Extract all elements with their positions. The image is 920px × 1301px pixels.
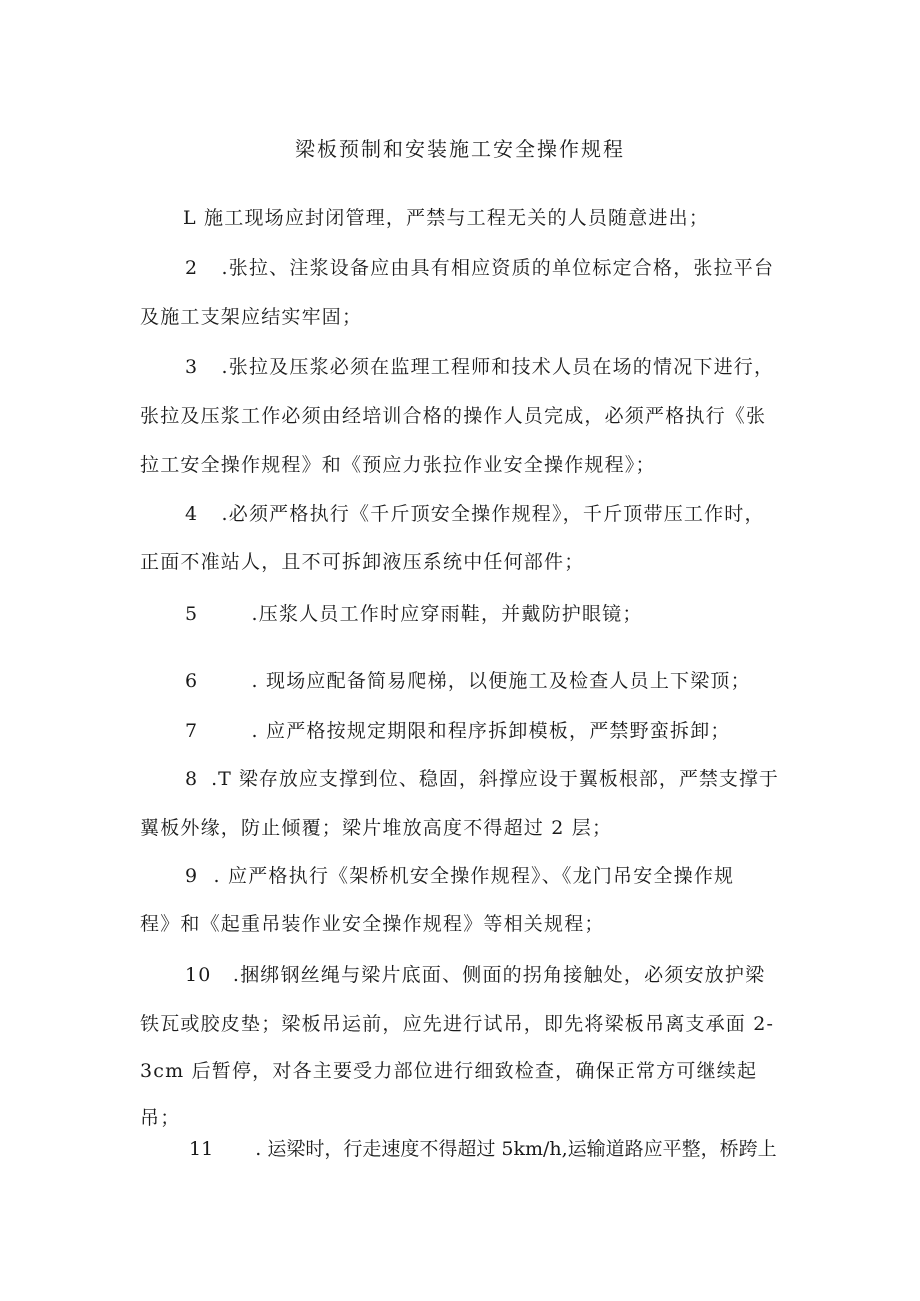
paragraph-line	[140, 549, 584, 575]
line-text: 张拉及压浆工作必须由经培训合格的操作人员完成，必须严格执行《张	[140, 405, 767, 427]
line-text: .张拉、注浆设备应由具有相应资质的单位标定合格，张拉平台	[221, 257, 775, 279]
line-text: . 应严格执行《架桥机安全操作规程》、《龙门吊安全操作规	[213, 865, 735, 887]
item-number: 3	[185, 356, 199, 378]
line-text: .必须严格执行《千斤顶安全操作规程》，千斤顶带压工作时，	[221, 503, 765, 525]
paragraph-line	[185, 718, 731, 744]
line-text: .捆绑钢丝绳与梁片底面、侧面的拐角接触处，必须安放护梁	[232, 964, 766, 986]
paragraph-line	[189, 1136, 777, 1162]
paragraph-line	[183, 205, 709, 231]
paragraph-line	[185, 354, 774, 380]
line-text: 正面不准站人，且不可拆卸液压系统中任何部件；	[140, 551, 585, 573]
item-number: 8	[185, 768, 199, 790]
item-number: 5	[185, 603, 199, 625]
paragraph-line	[140, 911, 605, 937]
line-text: . 运梁时，行走速度不得超过 5km/h,运输道路应平整，桥跨上	[255, 1138, 777, 1160]
paragraph-line	[140, 1105, 180, 1131]
line-text: 吊；	[140, 1107, 181, 1129]
paragraph-line	[140, 1058, 757, 1084]
item-number: 2	[185, 257, 199, 279]
line-text: .张拉及压浆必须在监理工程师和技术人员在场的情况下进行，	[221, 356, 775, 378]
item-number: 9	[185, 865, 199, 887]
line-text: 3cm 后暂停，对各主要受力部位进行细致检查，确保正常方可继续起	[140, 1060, 758, 1082]
item-number: 10	[185, 964, 212, 986]
paragraph-line	[140, 1011, 774, 1037]
paragraph-line	[140, 815, 612, 841]
paragraph-line	[185, 255, 774, 281]
paragraph-line	[140, 403, 766, 429]
paragraph-line	[185, 668, 751, 694]
paragraph-line	[185, 863, 734, 889]
item-number: 7	[185, 720, 199, 742]
paragraph-line	[185, 501, 765, 527]
line-text: . 应严格按规定期限和程序拆卸模板，严禁野蛮拆卸；	[251, 720, 731, 742]
line-text: 程》和《起重吊装作业安全操作规程》等相关规程；	[140, 913, 605, 935]
line-text: . 现场应配备简易爬梯，以便施工及检查人员上下梁顶；	[251, 670, 751, 692]
line-text: 铁瓦或胶皮垫；梁板吊运前，应先进行试吊，即先将梁板吊离支承面 2-	[140, 1013, 775, 1035]
item-number: 4	[185, 503, 199, 525]
document-title: 梁板预制和安装施工安全操作规程	[295, 137, 625, 161]
line-text: .T 梁存放应支撑到位、稳固，斜撑应设于翼板根部，严禁支撑于	[211, 768, 779, 790]
line-text: .压浆人员工作时应穿雨鞋，并戴防护眼镜；	[251, 603, 643, 625]
line-text: 拉工安全操作规程》和《预应力张拉作业安全操作规程》；	[140, 454, 656, 476]
line-text: 及施工支架应结实牢固；	[140, 306, 363, 328]
paragraph-line	[185, 601, 643, 627]
paragraph-line	[185, 766, 779, 792]
paragraph-line	[140, 304, 362, 330]
line-text: 翼板外缘，防止倾覆；梁片堆放高度不得超过 2 层；	[140, 817, 613, 839]
paragraph-line	[140, 452, 656, 478]
item-number: 11	[189, 1138, 214, 1160]
paragraph-line	[185, 962, 765, 988]
item-number: 6	[185, 670, 199, 692]
line-text: L 施工现场应封闭管理，严禁与工程无关的人员随意进出；	[183, 207, 710, 229]
